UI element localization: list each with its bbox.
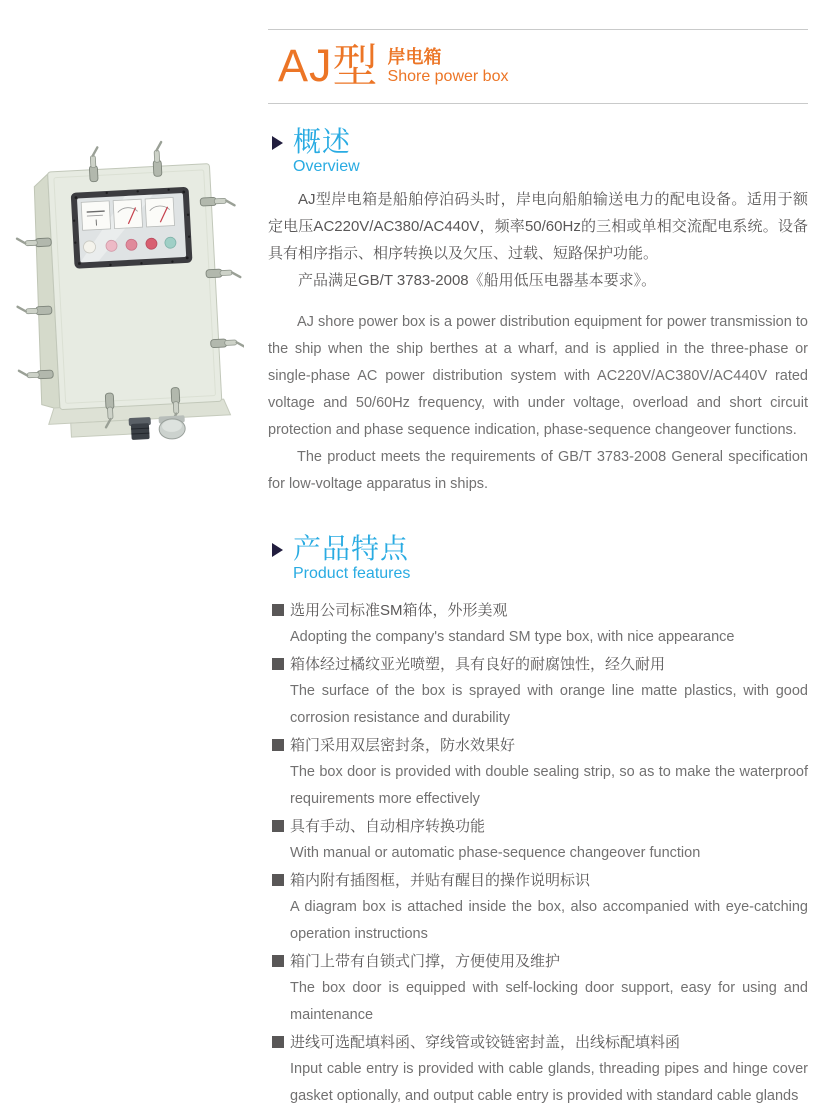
features-section-header	[272, 534, 808, 583]
feature-en: With manual or automatic phase-sequence changeover function	[290, 844, 701, 861]
feature-zh	[272, 1029, 808, 1056]
feature-zh-text: 箱门采用双层密封条，防水效果好	[290, 736, 516, 754]
overview-titles	[293, 127, 360, 176]
feature-item	[272, 1029, 808, 1110]
triangle-marker-icon	[272, 136, 283, 150]
feature-zh-text: 箱门上带有自锁式门撑，方便使用及维护	[290, 952, 561, 970]
feature-en: The box door is equipped with self-locking door support, easy for using and maintenance	[290, 979, 808, 1023]
title-bottom-rule	[268, 103, 808, 104]
overview-chinese-text	[268, 186, 808, 294]
features-title-en: Product features	[293, 564, 411, 582]
features-title-zh: 产品特点	[293, 532, 410, 564]
overview-zh-paragraph: AJ型岸电箱是船舶停泊码头时，岸电向船舶输送电力的配电设备。适用于额定电压AC220V/AC380/AC440V，频率50/60Hz的三相或单相交流配电系统。设备具有相序指示、相序转换以及欠压、过载、短路保护功能。	[268, 190, 808, 262]
feature-zh-text: 进线可选配填料函、穿线管或铰链密封盖，出线标配填料函	[290, 1033, 681, 1051]
feature-item	[272, 651, 808, 732]
meter-1	[81, 201, 110, 230]
feature-item	[272, 813, 808, 867]
overview-en-paragraph: The product meets the requirements of GB/T 3783-2008 General specification for low-voltage apparatus in ships.	[268, 448, 808, 492]
square-bullet-icon	[272, 820, 284, 832]
overview-section-header	[272, 127, 808, 176]
feature-en: The box door is provided with double sealing strip, so as to make the waterproof requirements more effectively	[290, 763, 808, 807]
feature-list	[268, 597, 808, 1110]
overview-en-paragraph: AJ shore power box is a power distribution equipment for power transmission to the ship when the ship berthes at a wharf, and is applied in the three-phase or single-phase AC power distribution system with AC220V/AC380V/AC440V rated voltage and 50/60Hz frequency, with under voltage, overload and short circuit protection and phase sequence indication, phase-sequence changeover functions.	[268, 313, 808, 438]
feature-zh	[272, 867, 808, 894]
feature-zh	[272, 597, 808, 624]
feature-zh-text: 具有手动、自动相序转换功能	[290, 817, 486, 835]
page-title	[268, 30, 808, 103]
feature-en: A diagram box is attached inside the box, also accompanied with eye-catching operation instructions	[290, 898, 808, 942]
shore-power-box-illustration	[12, 138, 244, 448]
square-bullet-icon	[272, 604, 284, 616]
feature-item	[272, 597, 808, 651]
feature-en: The surface of the box is sprayed with orange line matte plastics, with good corrosion resistance and durability	[290, 682, 808, 726]
feature-zh	[272, 948, 808, 975]
square-bullet-icon	[272, 739, 284, 751]
feature-en: Input cable entry is provided with cable glands, threading pipes and hinge cover gasket optionally, and output cable entry is provided with standard cable glands	[290, 1060, 808, 1104]
cable-gland-dark	[129, 417, 152, 440]
overview-title-zh: 概述	[293, 125, 352, 157]
content-column	[268, 0, 808, 1110]
feature-zh	[272, 651, 808, 678]
square-bullet-icon	[272, 1036, 284, 1048]
product-name-en: Shore power box	[387, 67, 509, 85]
overview-title-en: Overview	[293, 157, 360, 175]
model-name: AJ型	[278, 40, 379, 91]
product-photo	[12, 138, 244, 448]
feature-zh-text: 箱内附有插图框，并贴有醒目的操作说明标识	[290, 871, 591, 889]
feature-zh	[272, 813, 808, 840]
meter-3	[145, 198, 174, 227]
square-bullet-icon	[272, 874, 284, 886]
feature-item	[272, 867, 808, 948]
product-name-zh: 岸电箱	[387, 46, 442, 67]
feature-en: Adopting the company's standard SM type box, with nice appearance	[290, 628, 735, 645]
feature-item	[272, 732, 808, 813]
overview-english-text	[268, 309, 808, 498]
cable-gland-light	[159, 415, 186, 439]
feature-item	[272, 948, 808, 1029]
feature-zh	[272, 732, 808, 759]
meter-2	[113, 199, 142, 228]
product-name	[388, 47, 509, 88]
square-bullet-icon	[272, 955, 284, 967]
overview-zh-paragraph: 产品满足GB/T 3783-2008《船用低压电器基本要求》。	[298, 271, 657, 289]
features-titles	[293, 534, 410, 583]
feature-zh-text: 箱体经过橘纹亚光喷塑，具有良好的耐腐蚀性，经久耐用	[290, 655, 666, 673]
triangle-marker-icon	[272, 543, 283, 557]
feature-zh-text: 选用公司标准SM箱体，外形美观	[290, 601, 508, 619]
square-bullet-icon	[272, 658, 284, 670]
